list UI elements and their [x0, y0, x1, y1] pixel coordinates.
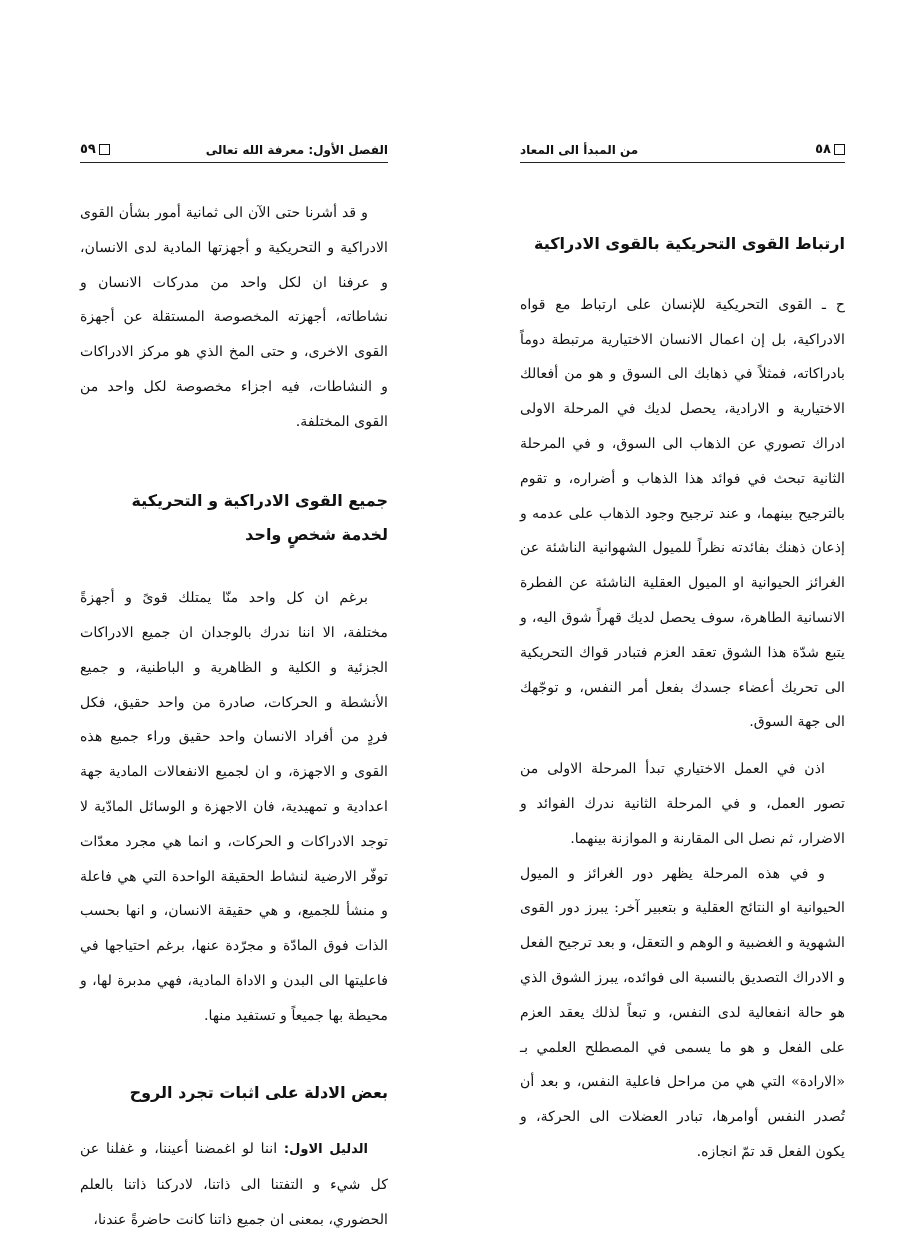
section-heading: ارتباط القوى التحريكية بالقوى الادراكية: [534, 234, 845, 253]
right-page-header: [520, 140, 845, 163]
section-heading: بعض الادلة على اثبات تجرد الروح: [129, 1082, 388, 1102]
evidence-text: اننا لو اغمضنا أعيننا، و غفلنا عن كل شيء و التفتنا الى ذاتنا، لادركنا ذاتنا بالعلم الحضوري، بمعنى ان جميع ذاتنا كانت حاضرةً عندنا،: [80, 1141, 388, 1228]
left-page: [80, 0, 388, 1228]
left-page-header: [80, 140, 388, 163]
square-ornament-icon: [99, 144, 110, 155]
page-number: ٥٩: [80, 142, 110, 157]
running-title: من المبدأ الى المعاد: [520, 143, 639, 157]
square-ornament-icon: [834, 144, 845, 155]
paragraph: و قد أشرنا حتى الآن الى ثمانية أمور بشأن القوى الادراكية و التحريكية و أجهزتها المادية لدى الانسان، و عرفنا ان لكل واحد من مدركات الانسان و نشاطاته، أجهزته المخصوصة المستقلة عن أجهزة القوى الاخرى، و حتى المخ الذي هو مركز الادراكات و النشاطات، فيه اجزاء مخصوصة لكل واحد من القوى المختلفة.: [80, 205, 388, 430]
paragraph: ح ـ القوى التحريكية للإنسان على ارتباط مع قواه الادراكية، بل إن اعمال الانسان الاختيارية مرتبطة دوماً بادراكاته، فمثلاً في ذهابك الى السوق و هو من أفعالك الاختيارية و الارادية، يحصل لديك في المرحلة الاولى ادراك تصوري عن الذهاب الى السوق، و في المرحلة الثانية تبحث في فوائد هذا الذهاب و أضراره، و تقوم بالترجيح بينهما، و عند ترجيح وجود الذهاب على عدمه و إذعان ذهنك بفائدته نظراً للميول الشهوانية الناشئة عن الغرائز الحيوانية او الميول العقلية الناشئة عن الفطرة الانسانية الطاهرة، سوف يحصل لديك قهراً شوق اليه، و يتبع شدّة هذا الشوق تعقد العزم فتبادر قواك التحريكية الى تحريك أعضاء جسدك بفعل أمر النفس، و توجّهك الى جهة السوق.: [520, 296, 845, 731]
evidence-label: الدليل الاول:: [283, 1142, 369, 1158]
running-title: الفصل الأول: معرفة الله تعالى: [205, 143, 388, 157]
paragraph: اذن في العمل الاختياري تبدأ المرحلة الاولى من تصور العمل، و في المرحلة الثانية ندرك الفوائد و الاضرار، ثم نصل الى المقارنة و الموازنة بينهما.: [520, 761, 845, 847]
evidence-paragraph: [80, 1132, 388, 1237]
section-heading: جميع القوى الادراكية و التحريكية لخدمة شخصٍ واحد: [131, 490, 388, 545]
paragraph: برغم ان كل واحد منّا يمتلك قوىً و أجهزةً مختلفة، الا اننا ندرك بالوجدان ان جميع الادراكات الجزئية و الكلية و الظاهرية و الباطنية، و جميع الأنشطة و الحركات، صادرة من واحد حقيق، فكل فردٍ من أفراد الانسان واحد حقيق وراء جميع هذه القوى و الاجهزة، و ان لجميع الانفعالات المادية جهة اعدادية و تمهيدية، فان الاجهزة و الوسائل المادّية لا توجد الادراكات و الحركات، و انما هي مجرد معدّات توفّر الارضية لنشاط الحقيقة الواحدة التي هي فاعلة و منشأ للجميع، و هي حقيقة الانسان، و انها بحسب الذات فوق المادّة و مجرّدة عنها، برغم احتياجها في فاعليتها الى البدن و الاداة المادية، فهي مدبرة لها، و محيطة بها جميعاً و تستفيد منها.: [80, 590, 388, 1024]
page-number: ٥٨: [815, 142, 845, 157]
left-page-body: [80, 196, 388, 1238]
right-page: [520, 0, 845, 1200]
paragraph: و في هذه المرحلة يظهر دور الغرائز و الميول الحيوانية او النتائج العقلية و بتعبير آخر: يبرز دور القوى الشهوية و الغضبية و الوهم و التعقل، و بعد ترجيح الفعل و الادراك التصديق بالنسبة الى فوائده، يبرز الشوق الذي هو حالة انفعالية لدى النفس، و تبعاً لذلك يعقد العزم على الفعل و هو ما يسمى في المصطلح العلمي بـ «الارادة» التي هي من مراحل فاعلية النفس، و بعد أن تُصدر النفس أوامرها، تبادر العضلات الى الحركة، و يكون الفعل قد تمّ انجازه.: [520, 865, 845, 1160]
right-page-body: [520, 203, 845, 1170]
